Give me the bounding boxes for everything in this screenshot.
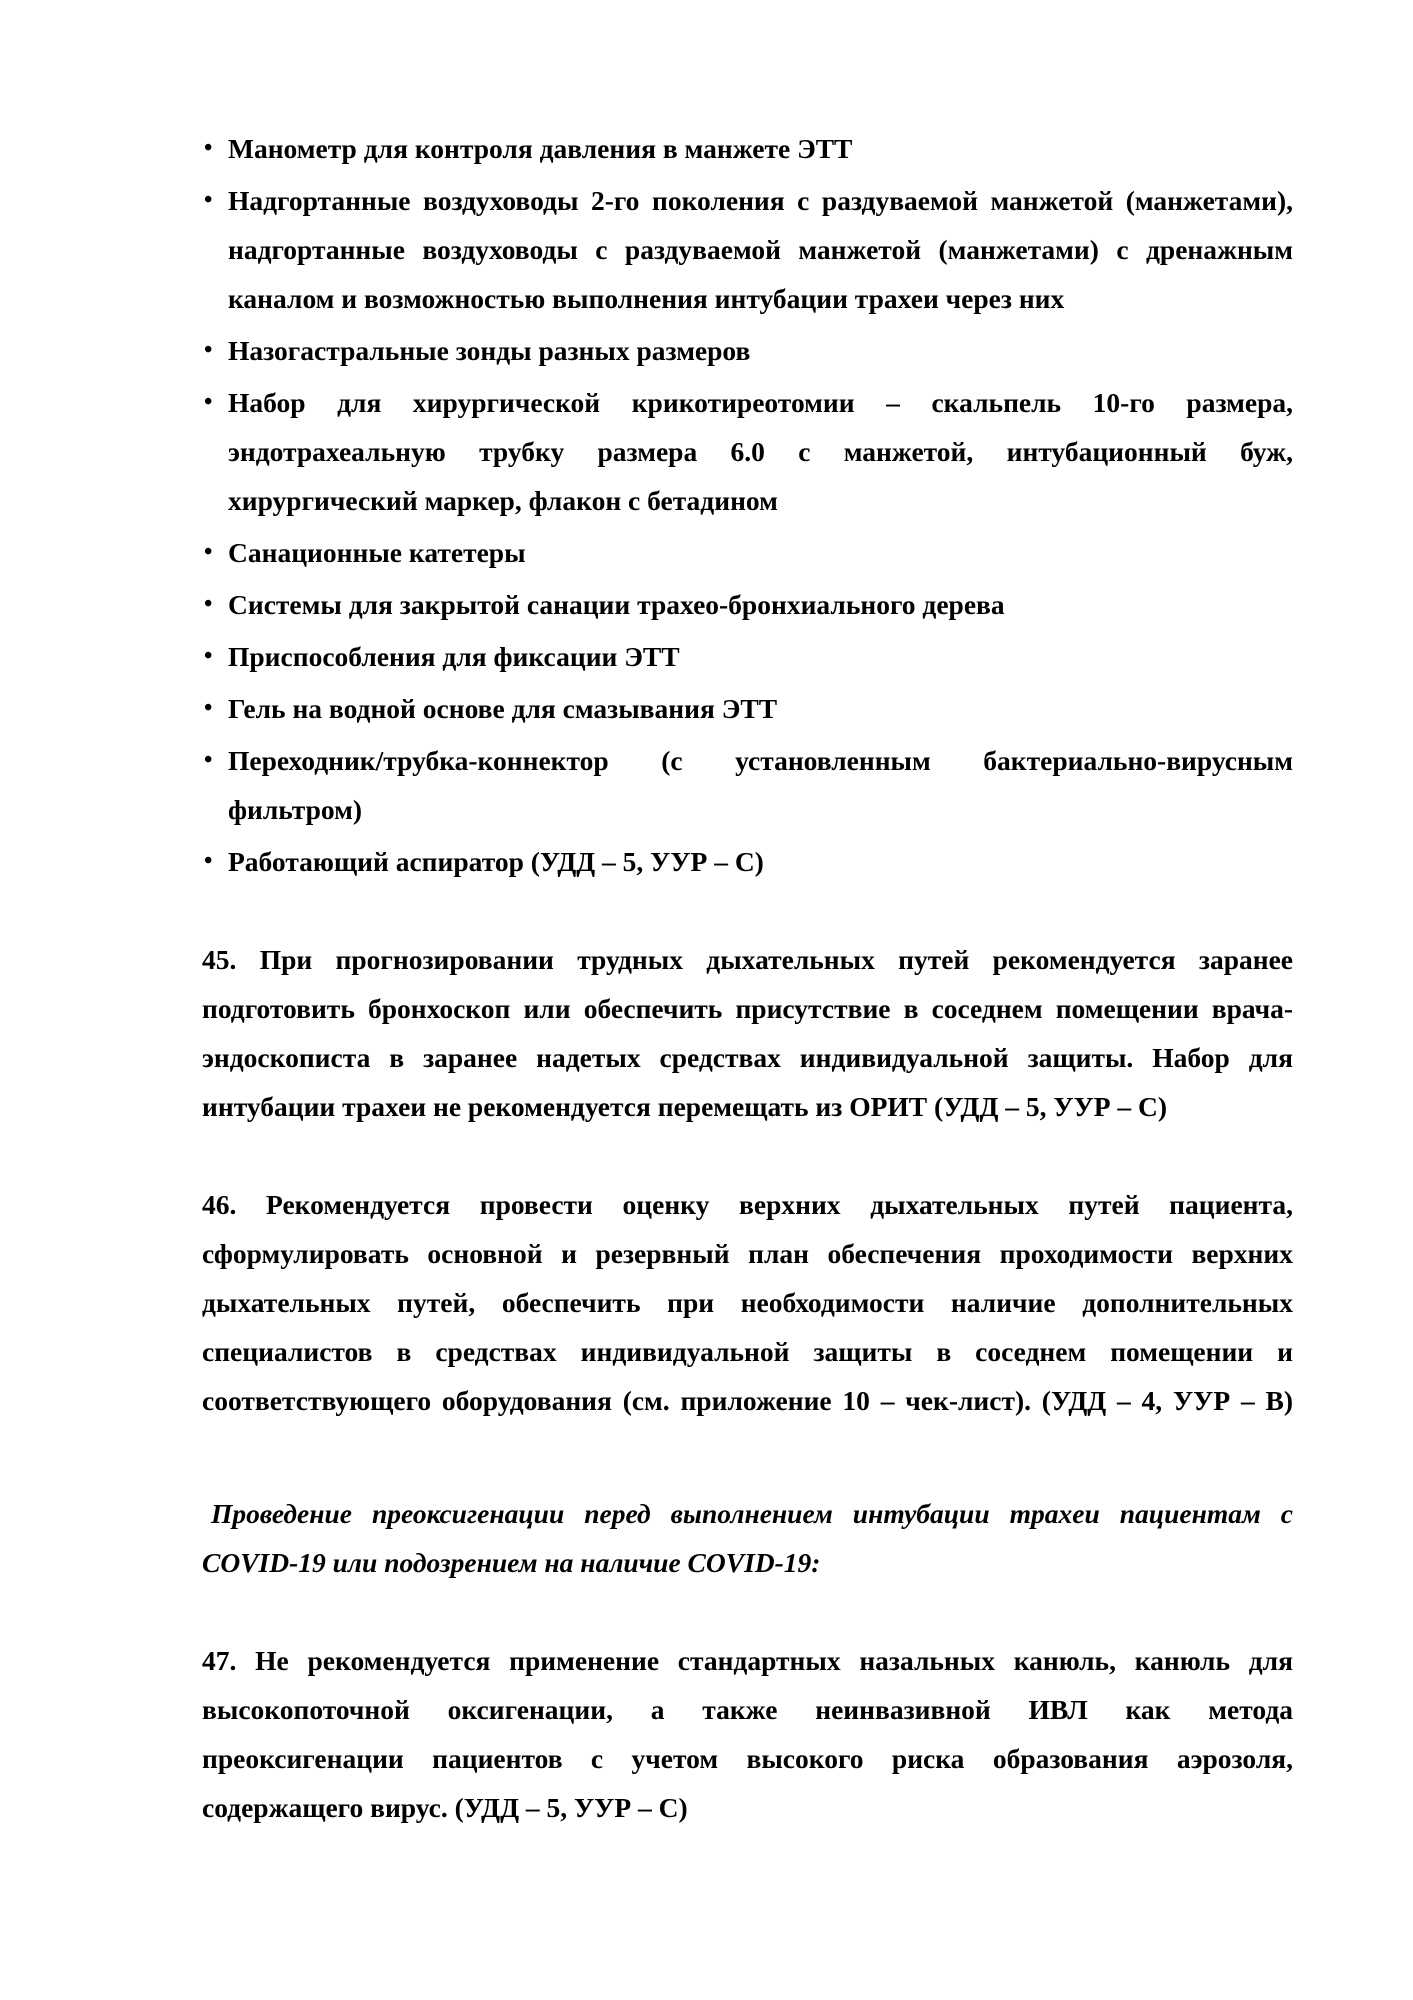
text-line: COVID-19 или подозрением на наличие COVID-19: [202, 1547, 821, 1578]
text-line: эндоскописта в заранее надетых средствах индивидуальной защиты. Набор для [202, 1042, 1293, 1073]
recommendation-paragraph [202, 935, 1293, 1131]
bullet-marker: • [204, 187, 213, 213]
bullet-item [202, 378, 1293, 525]
text-line: надгортанные воздуховоды с раздуваемой манжетой (манжетами) с дренажным [228, 234, 1293, 265]
bullet-marker: • [204, 747, 213, 773]
bullet-marker: • [204, 643, 213, 669]
text-line: Гель на водной основе для смазывания ЭТТ [228, 693, 778, 724]
bullet-item [202, 176, 1293, 323]
text-line: сформулировать основной и резервный план обеспечения проходимости верхних [202, 1238, 1293, 1269]
text-line: Надгортанные воздуховоды 2-го поколения с раздуваемой манжетой (манжетами), [228, 185, 1293, 216]
recommendation-paragraph [202, 1180, 1293, 1425]
bullet-marker: • [204, 389, 213, 415]
document-content [202, 124, 1293, 1832]
bullet-marker: • [204, 539, 213, 565]
text-line: 45. При прогнозировании трудных дыхательных путей рекомендуется заранее [202, 944, 1293, 975]
text-line: Набор для хирургической крикотиреотомии – скальпель 10-го размера, [228, 387, 1293, 418]
text-line: хирургический маркер, флакон с бетадином [228, 485, 778, 516]
bullet-marker: • [204, 591, 213, 617]
text-line: каналом и возможностью выполнения интубации трахеи через них [228, 283, 1065, 314]
bullet-item [202, 528, 1293, 577]
text-line: эндотрахеальную трубку размера 6.0 с манжетой, интубационный буж, [228, 436, 1293, 467]
recommendation-paragraph [202, 1636, 1293, 1832]
bullet-marker: • [204, 848, 213, 874]
bullet-item [202, 684, 1293, 733]
bullet-item [202, 837, 1293, 886]
section-subheading [202, 1489, 1293, 1587]
text-line: Приспособления для фиксации ЭТТ [228, 641, 680, 672]
text-line: Работающий аспиратор (УДД – 5, УУР – С) [228, 846, 764, 877]
bullet-marker: • [204, 135, 213, 161]
text-line: Проведение преоксигенации перед выполнением интубации трахеи пациентам с [211, 1498, 1293, 1529]
bullet-item [202, 736, 1293, 834]
text-line: Санационные катетеры [228, 537, 526, 568]
text-line: 46. Рекомендуется провести оценку верхних дыхательных путей пациента, [202, 1189, 1293, 1220]
bullet-marker: • [204, 695, 213, 721]
text-line: Манометр для контроля давления в манжете ЭТТ [228, 133, 853, 164]
text-line: дыхательных путей, обеспечить при необходимости наличие дополнительных [202, 1287, 1293, 1318]
bullet-marker: • [204, 337, 213, 363]
text-line: высокопоточной оксигенации, а также неинвазивной ИВЛ как метода [202, 1694, 1293, 1725]
text-line: специалистов в средствах индивидуальной защиты в соседнем помещении и [202, 1336, 1293, 1367]
text-line: соответствующего оборудования (см. приложение 10 – чек-лист). (УДД – 4, УУР – В) [202, 1385, 1293, 1416]
text-line: интубации трахеи не рекомендуется перемещать из ОРИТ (УДД – 5, УУР – С) [202, 1091, 1168, 1122]
text-line: Переходник/трубка-коннектор (с установленным бактериально-вирусным [228, 745, 1293, 776]
bullet-item [202, 326, 1293, 375]
bullet-item [202, 632, 1293, 681]
text-line: Назогастральные зонды разных размеров [228, 335, 751, 366]
text-line: преоксигенации пациентов с учетом высокого риска образования аэрозоля, [202, 1743, 1293, 1774]
bullet-item [202, 580, 1293, 629]
text-line: 47. Не рекомендуется применение стандартных назальных канюль, канюль для [202, 1645, 1293, 1676]
text-line: фильтром) [228, 794, 363, 825]
text-line: содержащего вирус. (УДД – 5, УУР – С) [202, 1792, 688, 1823]
text-line: Системы для закрытой санации трахео-бронхиального дерева [228, 589, 1005, 620]
bullet-item [202, 124, 1293, 173]
text-line: подготовить бронхоскоп или обеспечить присутствие в соседнем помещении врача- [202, 993, 1293, 1024]
